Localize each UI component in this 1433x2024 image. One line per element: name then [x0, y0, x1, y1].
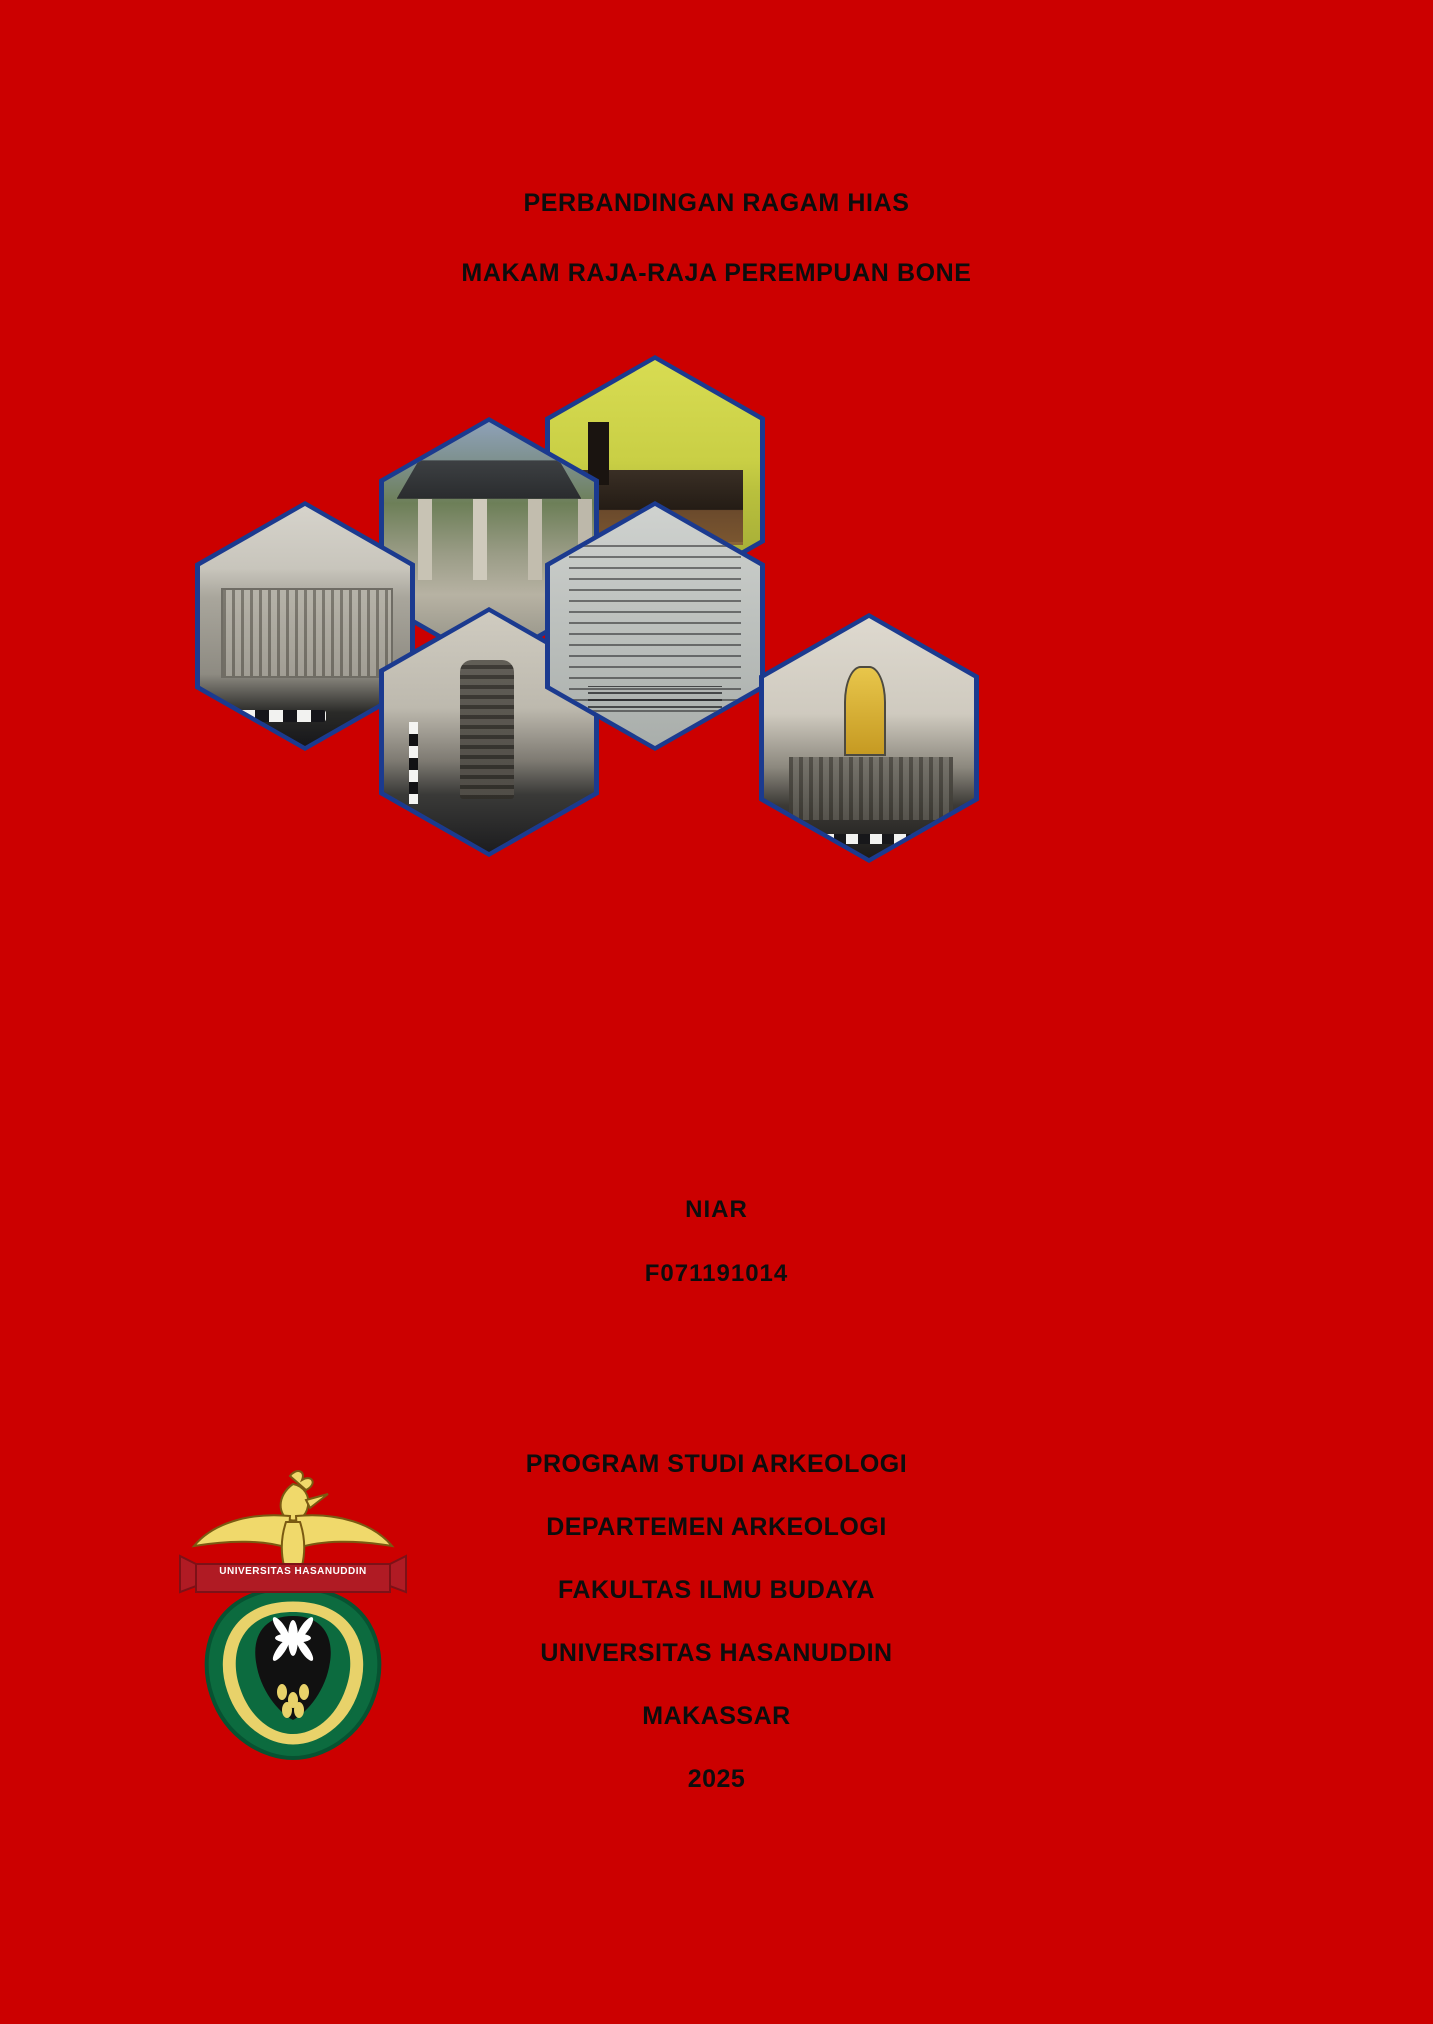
institution-year: 2025 [687, 1765, 746, 1793]
institution-line-5: MAKASSAR [642, 1702, 791, 1730]
photo-collage [235, 355, 1235, 1045]
photo-frame-inner [764, 618, 974, 858]
photo-tomb-gold-door [759, 613, 979, 863]
page-title [0, 190, 1433, 329]
photo-image [764, 618, 974, 858]
institution-line-2: DEPARTEMEN ARKEOLOGI [546, 1513, 887, 1541]
institution-line-4: UNIVERSITAS HASANUDDIN [540, 1639, 893, 1667]
institution-block [0, 1452, 1433, 1830]
author-block [0, 1196, 1433, 1288]
photo-frame-inner [200, 506, 410, 746]
title-line-2: MAKAM RAJA-RAJA PEREMPUAN BONE [461, 258, 972, 287]
photo-scale-bar [798, 834, 928, 844]
author-student-id: F071191014 [644, 1260, 789, 1287]
author-name: NIAR [685, 1196, 748, 1223]
title-line-1: PERBANDINGAN RAGAM HIAS [523, 189, 910, 217]
institution-line-3: FAKULTAS ILMU BUDAYA [558, 1576, 875, 1604]
photo-image [200, 506, 410, 746]
logo-banner-text: UNIVERSITAS HASANUDDIN [219, 1566, 367, 1577]
institution-line-1: PROGRAM STUDI ARKEOLOGI [525, 1450, 908, 1478]
